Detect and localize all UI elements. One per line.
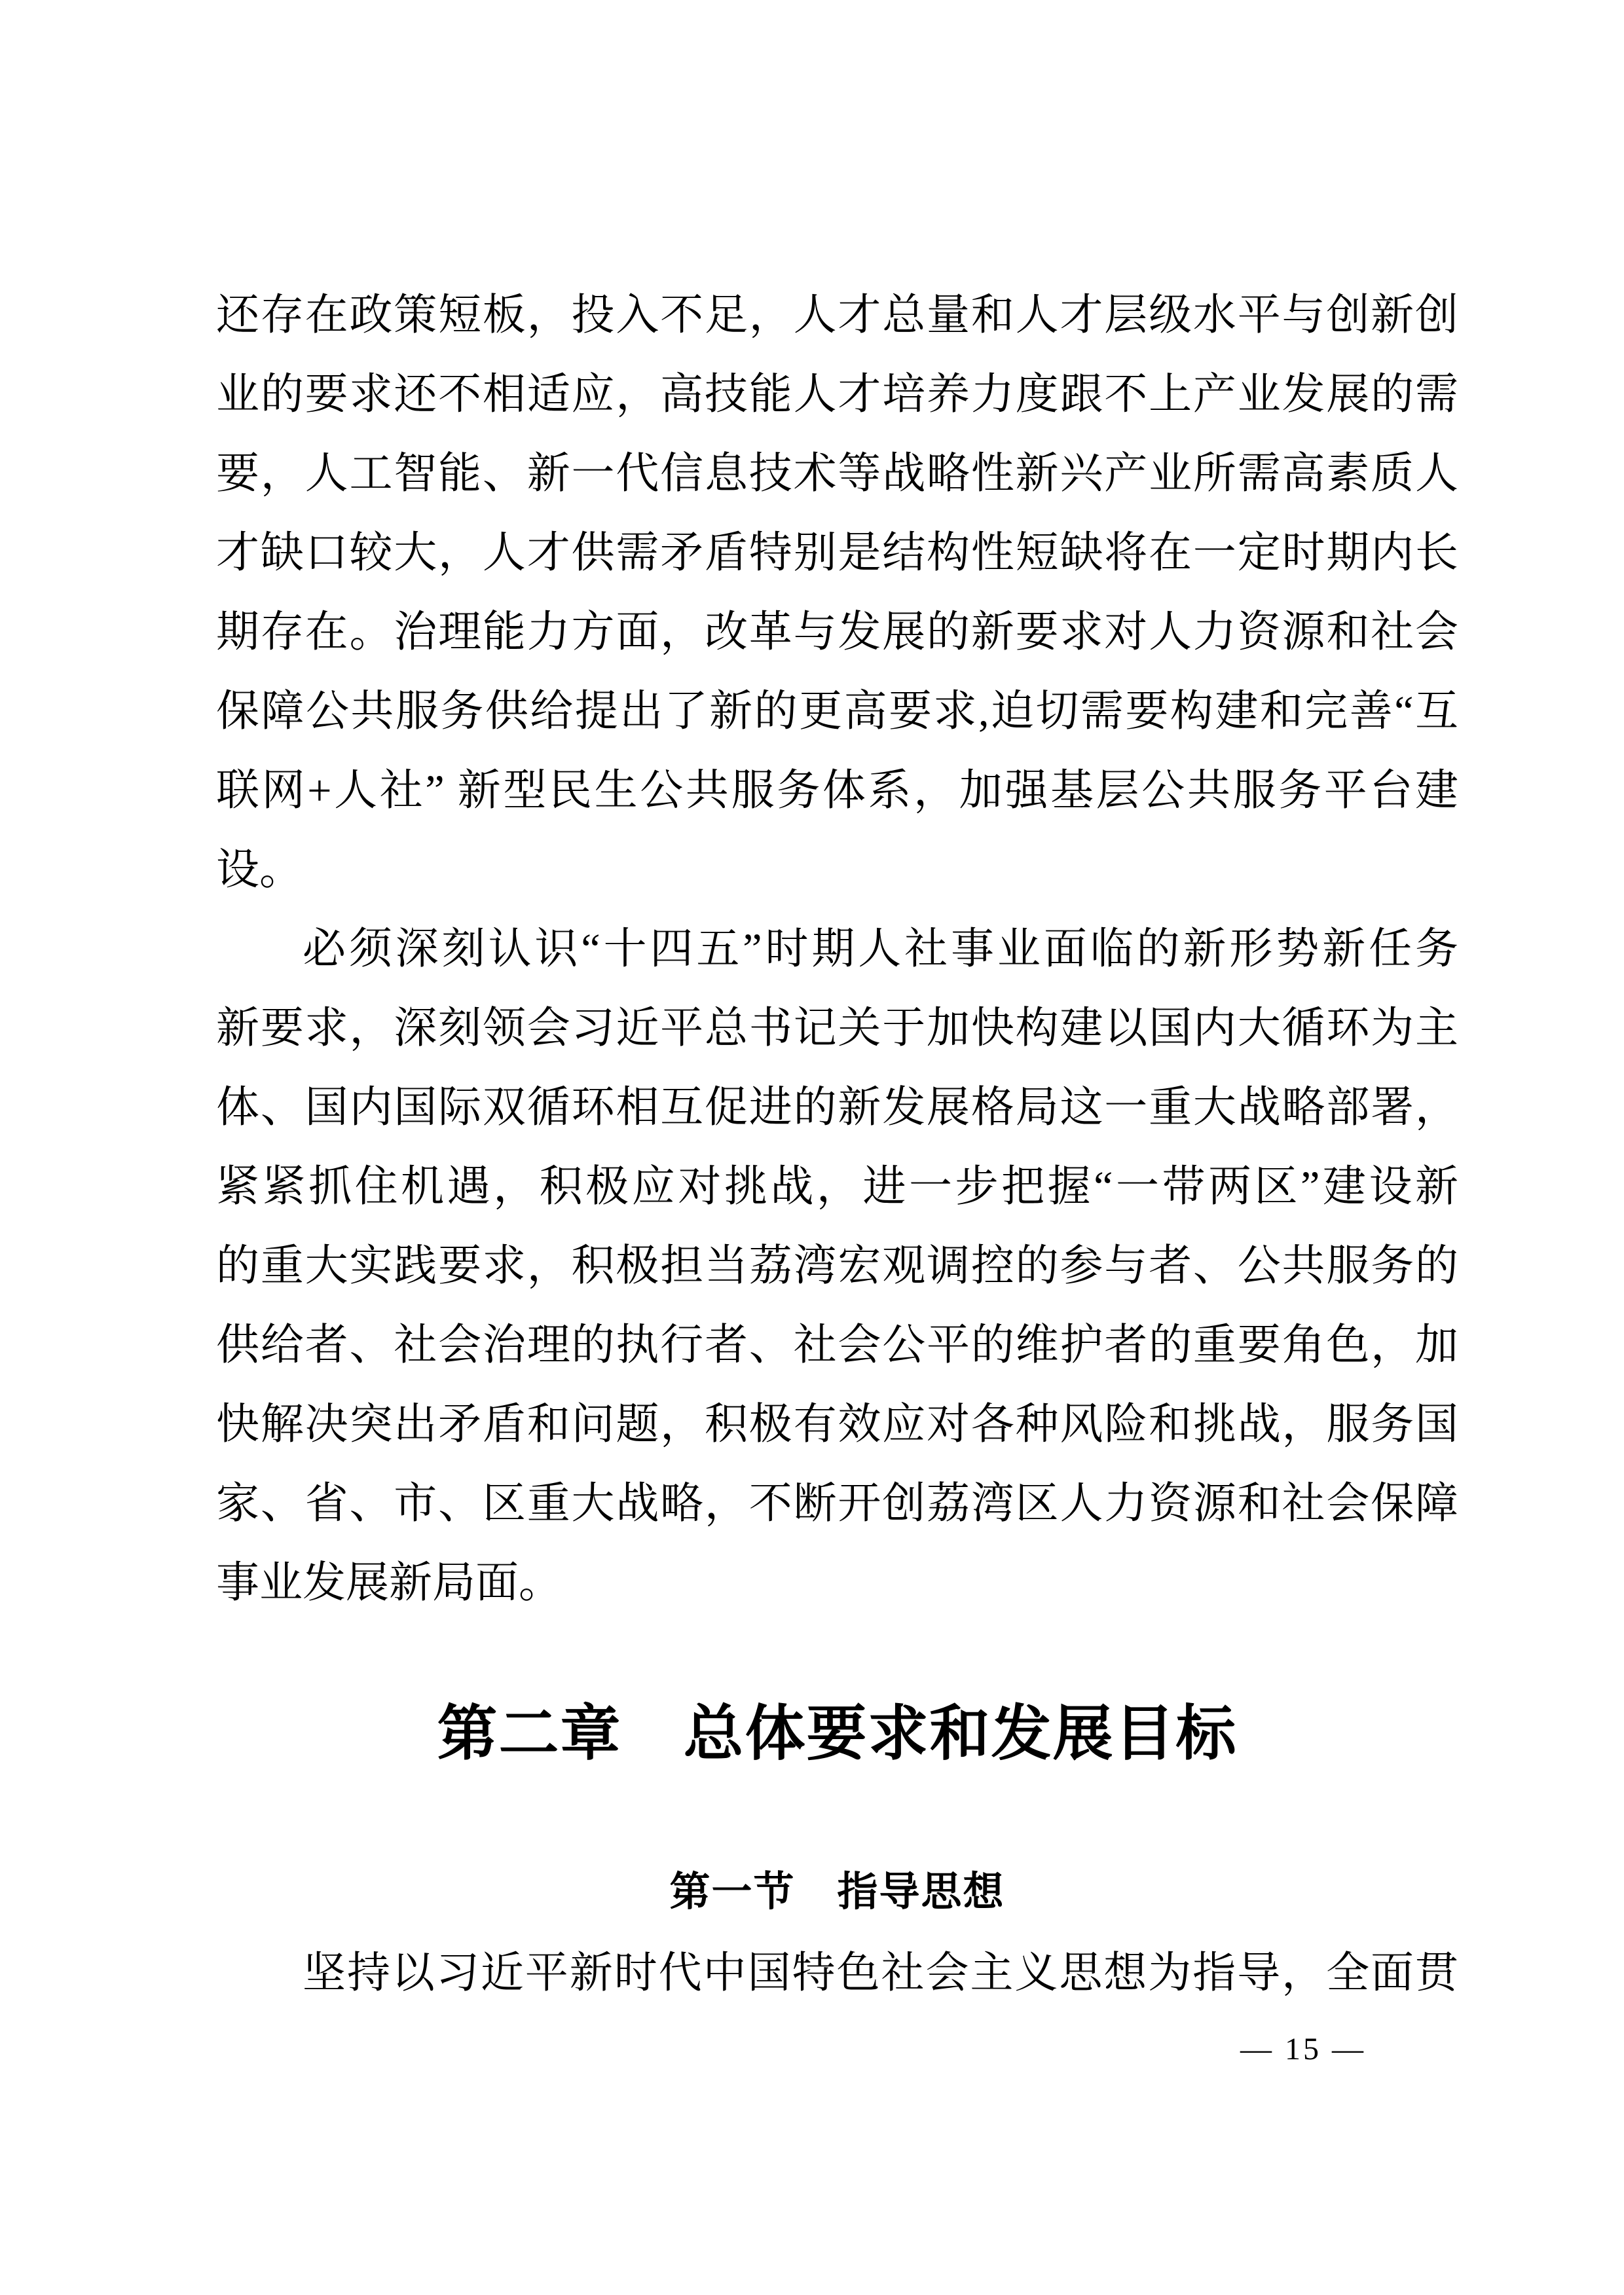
body-line: 才缺口较大，人才供需矛盾特别是结构性短缺将在一定时期内长 [216,529,1458,577]
body-line: 要，人工智能、新一代信息技术等战略性新兴产业所需高素质人 [216,450,1458,498]
body-line: 保障公共服务供给提出了新的更高要求,迫切需要构建和完善“互 [216,688,1458,735]
body-line: 快解决突出矛盾和问题，积极有效应对各种风险和挑战，服务国 [216,1401,1458,1448]
body-line: 事业发展新局面。 [216,1559,562,1607]
body-line: 新要求，深刻领会习近平总书记关于加快构建以国内大循环为主 [216,1004,1458,1052]
page-number: — 15 — [1240,2032,1366,2066]
body-line: 期存在。治理能力方面，改革与发展的新要求对人力资源和社会 [216,608,1458,656]
section-heading: 第一节 指导思想 [669,1869,1005,1915]
body-line: 体、国内国际双循环相互促进的新发展格局这一重大战略部署， [216,1084,1458,1131]
body-line: 家、省、市、区重大战略，不断开创荔湾区人力资源和社会保障 [216,1480,1458,1528]
body-line: 业的要求还不相适应，高技能人才培养力度跟不上产业发展的需 [216,371,1458,418]
body-line: 供给者、社会治理的执行者、社会公平的维护者的重要角色，加 [216,1321,1458,1369]
body-text-continued [216,1934,1458,2013]
body-line: 联网+人社” 新型民生公共服务体系，加强基层公共服务平台建 [216,767,1458,815]
body-line: 必须深刻认识“十四五”时期人社事业面临的新形势新任务 [303,925,1458,973]
body-line: 的重大实践要求，积极担当荔湾宏观调控的参与者、公共服务的 [216,1242,1458,1290]
body-line: 坚持以习近平新时代中国特色社会主义思想为指导，全面贯 [303,1949,1458,1997]
chapter-heading: 第二章 总体要求和发展目标 [437,1700,1238,1767]
body-text [216,276,1458,1623]
body-line: 设。 [216,846,303,894]
body-line: 还存在政策短板，投入不足，人才总量和人才层级水平与创新创 [216,291,1458,339]
body-line: 紧紧抓住机遇，积极应对挑战，进一步把握“一带两区”建设新 [216,1163,1458,1211]
